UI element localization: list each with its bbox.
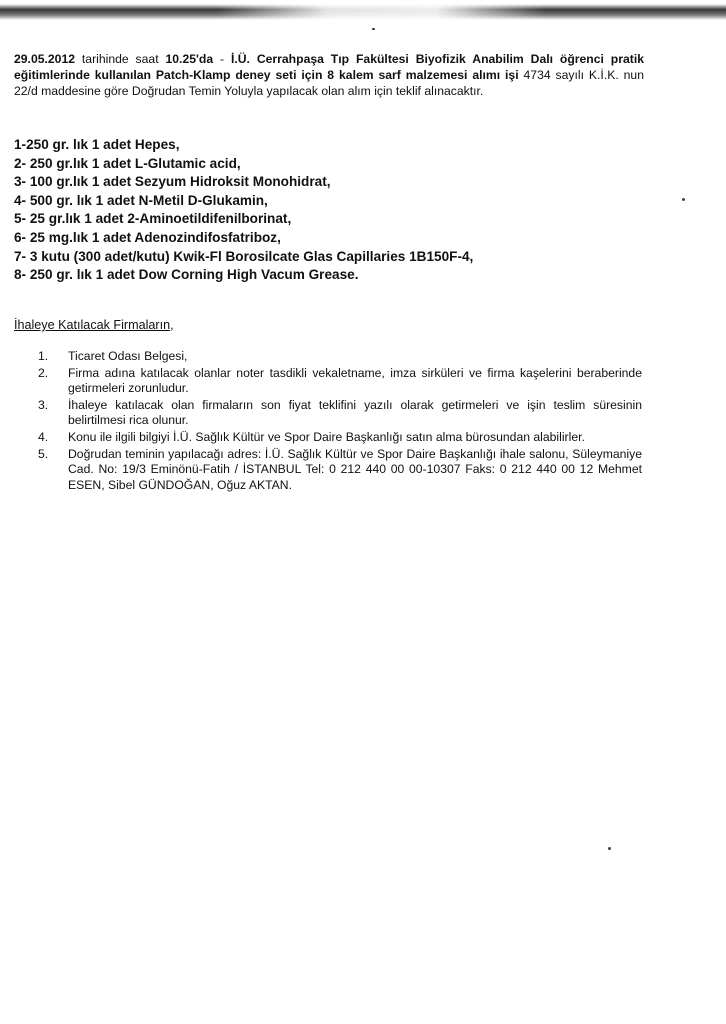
requirement-number: 2. [38, 365, 49, 380]
requirement-number: 4. [38, 429, 49, 444]
procurement-subject: İ.Ü. Cerrahpaşa Tıp Fakültesi Biyofizik Anabilim Dalı öğrenci pratik eğitimlerinde kullanılan Patch-Klamp deney seti için 8 kalem sarf malzemesi alımı işi [14, 52, 644, 82]
intro-text-2: - [213, 52, 231, 66]
requirement-text: İhaleye katılacak olan firmaların son fiyat teklifini yazılı olarak getirmeleri ve işin teslim süresinin belirtilmesi rica olunur. [68, 397, 642, 428]
requirement-item [38, 349, 642, 365]
announcement-time: 10.25'da [165, 52, 214, 66]
supply-item: 6- 25 mg.lık 1 adet Adenozindifosfatriboz, [14, 229, 281, 245]
intro-text-3: 4734 sayılı K.İ.K. nun 22/d maddesine göre Doğrudan Temin Yoluyla yapılacak olan alım için teklif alınacaktır. [14, 68, 644, 98]
requirement-text: Konu ile ilgili bilgiyi İ.Ü. Sağlık Kültür ve Spor Daire Başkanlığı satın alma bürosundan alabilirler. [68, 429, 585, 444]
supply-item: 7- 3 kutu (300 adet/kutu) Kwik-Fl Borosilcate Glas Capillaries 1B150F-4, [14, 248, 474, 264]
supply-item: 2- 250 gr.lık 1 adet L-Glutamic acid, [14, 155, 241, 171]
scan-speck [372, 28, 375, 30]
supply-item: 8- 250 gr. lık 1 adet Dow Corning High Vacum Grease. [14, 267, 359, 283]
supply-item: 3- 100 gr.lık 1 adet Sezyum Hidroksit Monohidrat, [14, 174, 331, 190]
supply-item: 5- 25 gr.lık 1 adet 2-Aminoetildifenilborinat, [14, 211, 292, 227]
scan-artifact-top-bar [0, 4, 726, 20]
requirement-number: 5. [38, 446, 49, 461]
requirement-text: Ticaret Odası Belgesi, [68, 349, 188, 363]
requirement-item [38, 366, 642, 397]
supply-item: 1-250 gr. lık 1 adet Hepes, [14, 137, 180, 152]
requirement-number: 1. [38, 349, 49, 363]
supply-item-list [14, 136, 654, 285]
supply-item: 4- 500 gr. lık 1 adet N-Metil D-Glukamin, [14, 192, 268, 208]
requirement-item [38, 447, 642, 494]
scan-speck [682, 198, 685, 201]
intro-paragraph [14, 51, 644, 99]
bidder-requirements-list [38, 349, 642, 494]
requirement-item [38, 430, 642, 446]
announcement-date: 29.05.2012 [14, 52, 75, 66]
requirement-item [38, 398, 642, 429]
bidders-section-heading: İhaleye Katılacak Firmaların, [14, 318, 174, 332]
scan-speck [608, 847, 611, 850]
requirement-number: 3. [38, 397, 49, 412]
requirement-text: Firma adına katılacak olanlar noter tasdikli vekaletname, imza sirküleri ve firma kaşelerini beraberinde getirmeleri zorunludur. [68, 365, 642, 396]
requirement-text: Doğrudan teminin yapılacağı adres: İ.Ü. Sağlık Kültür ve Spor Daire Başkanlığı ihale salonu, Süleymaniye Cad. No: 19/3 Eminönü-Fatih / İSTANBUL Tel: 0 212 440 00 00-10307 Faks: 0 212 440 00 12 Mehmet ESEN, Sibel GÜNDOĞAN, Oğuz AKTAN. [68, 446, 642, 492]
intro-text-1: tarihinde saat [75, 52, 166, 66]
